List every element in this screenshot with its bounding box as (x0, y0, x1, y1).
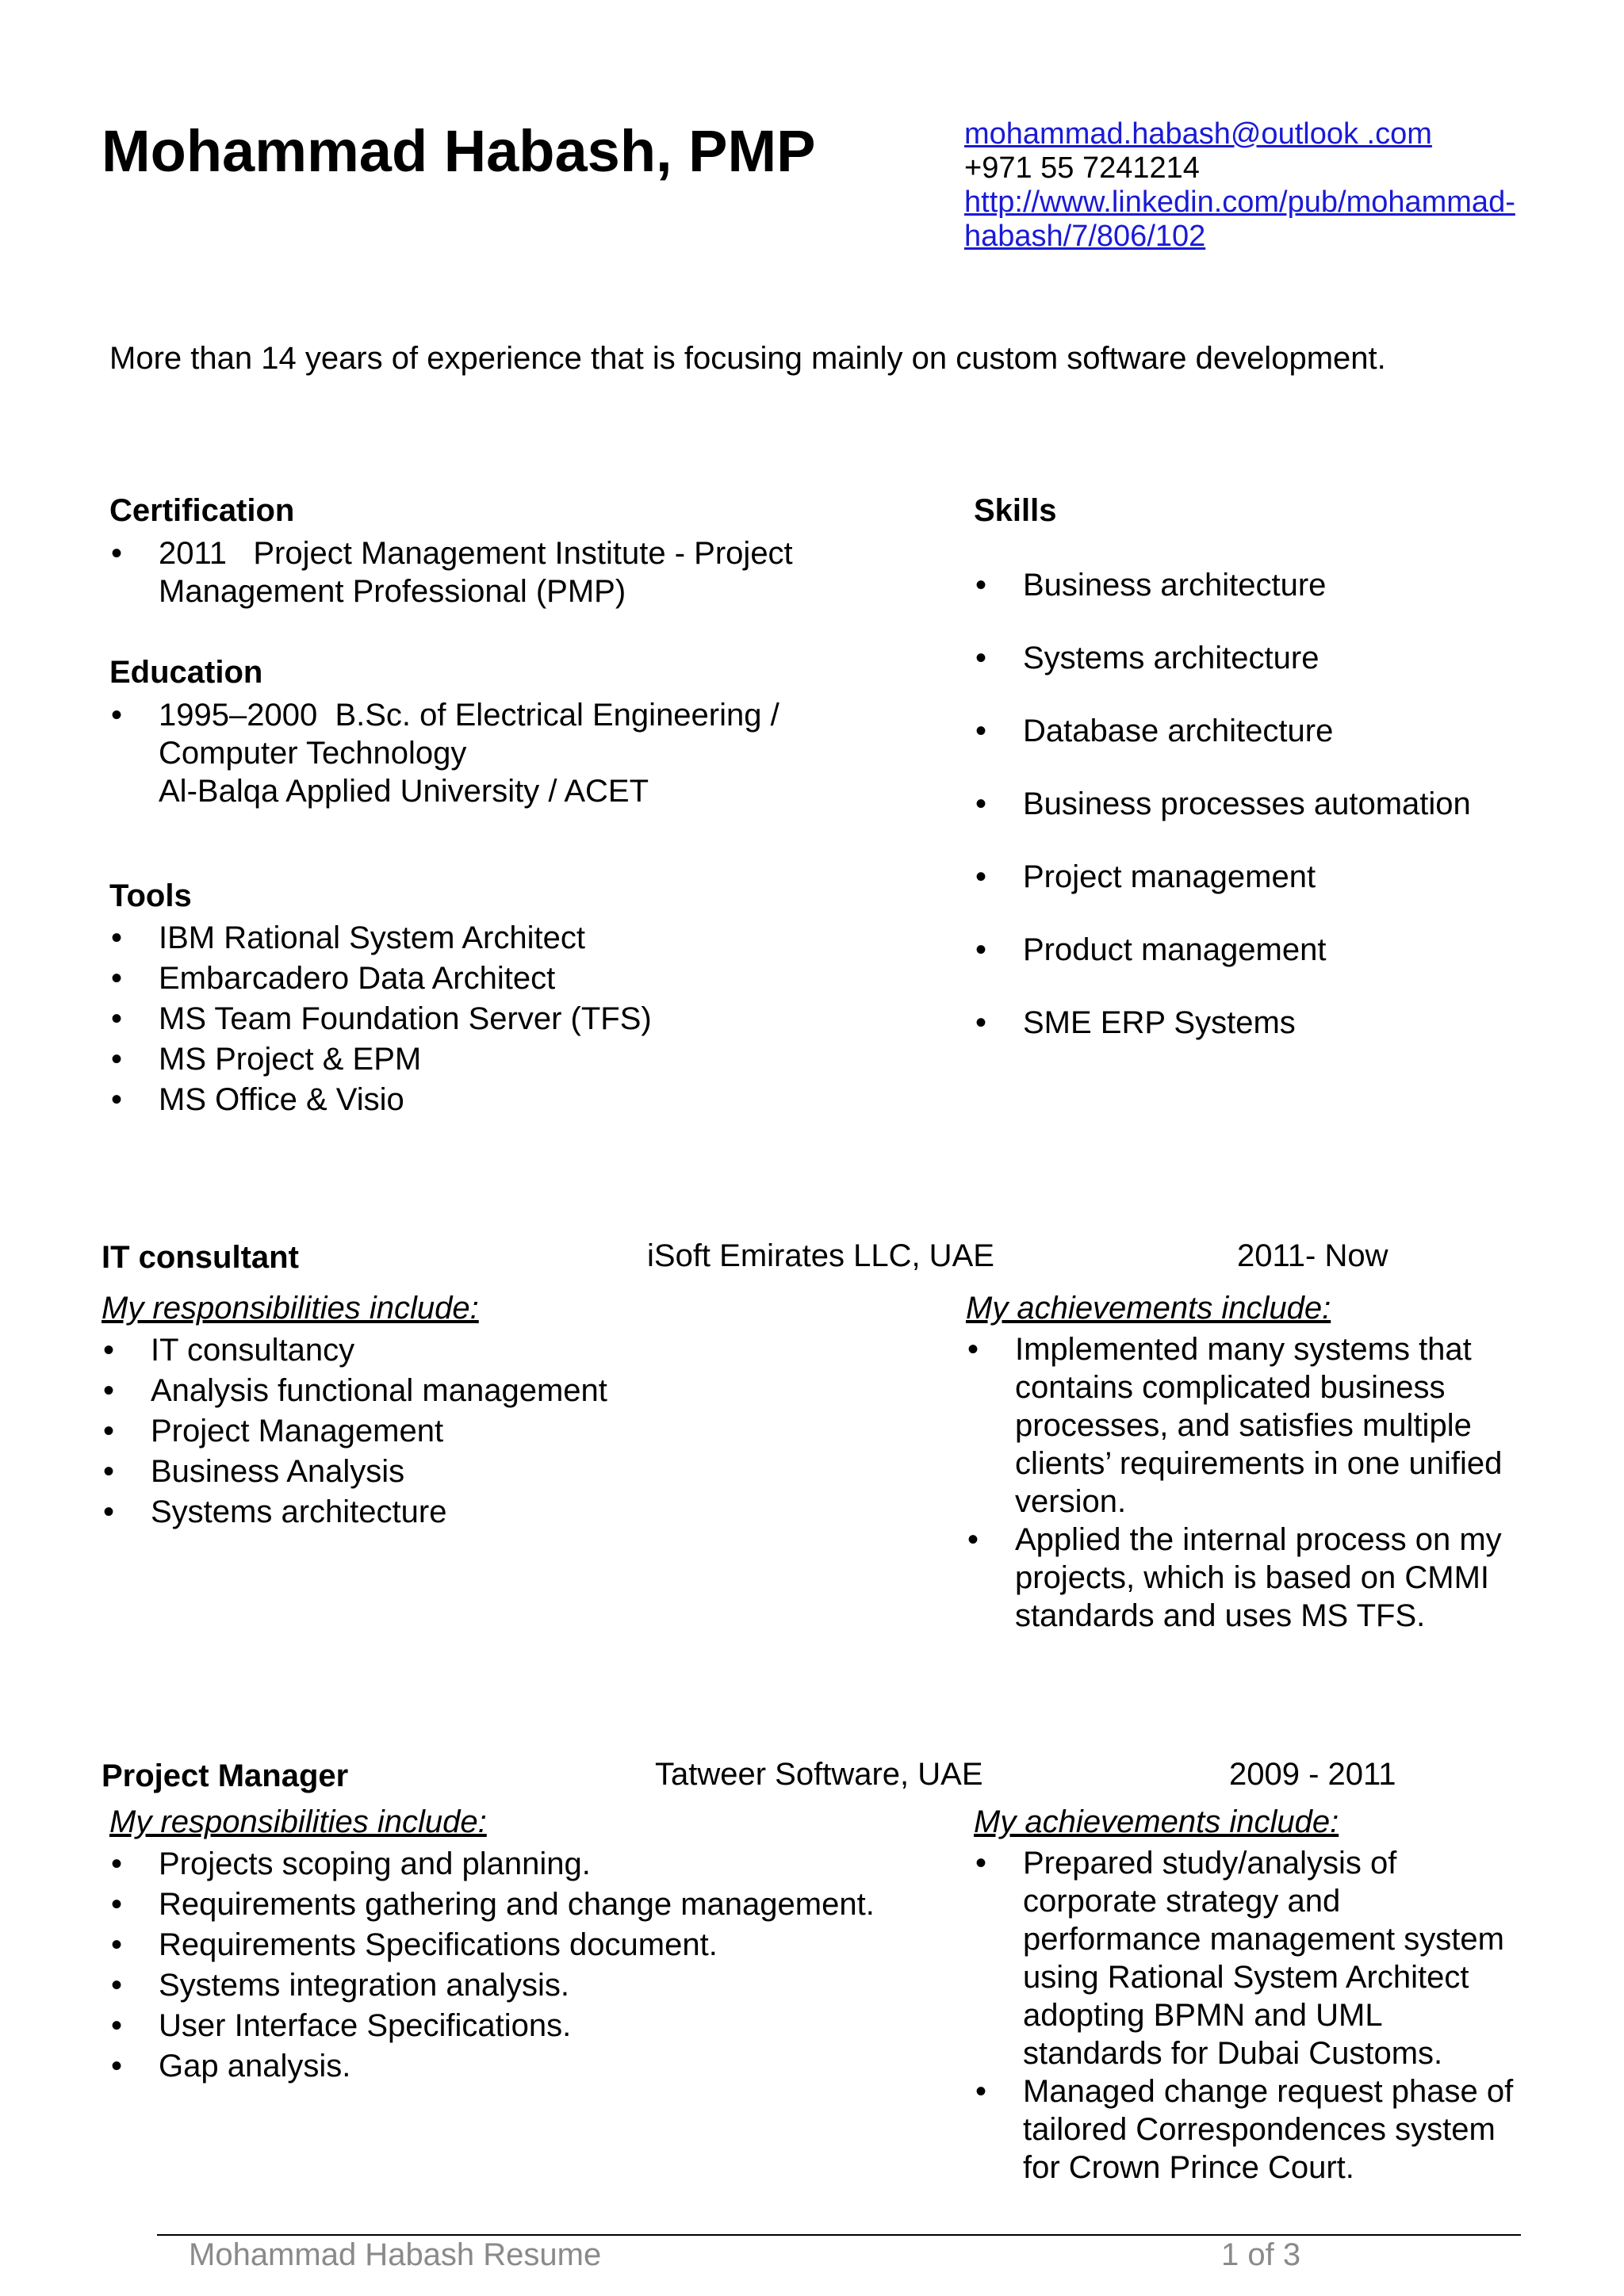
profile-summary: More than 14 years of experience that is focusing mainly on custom software development. (109, 341, 1386, 376)
achievement-line: adopting BPMN and UML (1023, 1998, 1383, 2033)
education-list (109, 696, 902, 810)
job-period: 2009 - 2011 (1229, 1757, 1396, 1792)
tools-heading: Tools (109, 878, 192, 913)
achievement-line: performance management system (1023, 1922, 1504, 1957)
certification-list (109, 534, 902, 610)
responsibilities-list (102, 1330, 894, 1533)
list-item (974, 1844, 1592, 2072)
responsibilities-list (109, 1844, 966, 2087)
achievement-line: Managed change request phase of (1023, 2074, 1514, 2109)
certification-heading: Certification (109, 493, 295, 528)
candidate-name: Mohammad Habash, PMP (102, 118, 816, 184)
achievement-line: tailored Correspondences system (1023, 2112, 1496, 2147)
list-item (966, 1521, 1592, 1635)
list-item: • IBM Rational System Architect (109, 918, 902, 959)
footer-divider (157, 2234, 1521, 2236)
list-item: • Business processes automation (974, 785, 1592, 823)
certification-line1: Project Management Institute - Project (253, 536, 793, 571)
skills-heading: Skills (974, 493, 1057, 528)
list-item: • Project Management (102, 1411, 894, 1452)
list-item: • MS Project & EPM (109, 1039, 902, 1080)
list-item: • Analysis functional management (102, 1371, 894, 1411)
job-company: iSoft Emirates LLC, UAE (647, 1238, 994, 1273)
certification-line2: Management Professional (PMP) (159, 574, 626, 609)
email-link[interactable]: mohammad.habash@outlook .com (964, 117, 1432, 151)
achievement-line: projects, which is based on CMMI (1015, 1560, 1490, 1595)
footer-page-number: 1 of 3 (1221, 2237, 1301, 2272)
responsibilities-heading: My responsibilities include: (102, 1291, 479, 1326)
list-item: • Business Analysis (102, 1452, 894, 1492)
list-item: • IT consultancy (102, 1330, 894, 1371)
list-item: • Requirements gathering and change management. (109, 1885, 966, 1925)
achievement-line: for Crown Prince Court. (1023, 2150, 1354, 2185)
achievement-line: standards and uses MS TFS. (1015, 1598, 1426, 1633)
education-line3: Al-Balqa Applied University / ACET (159, 774, 649, 809)
achievements-heading: My achievements include: (966, 1291, 1331, 1326)
education-heading: Education (109, 655, 263, 690)
list-item: • SME ERP Systems (974, 1004, 1592, 1042)
list-item: • Gap analysis. (109, 2046, 966, 2087)
list-item: • Embarcadero Data Architect (109, 959, 902, 999)
achievements-list (974, 1844, 1592, 2187)
skills-list (974, 566, 1592, 1077)
job-period: 2011- Now (1237, 1238, 1388, 1273)
achievement-line: Prepared study/analysis of (1023, 1846, 1397, 1881)
list-item: • Systems integration analysis. (109, 1965, 966, 2006)
linkedin-link-line2[interactable]: habash/7/806/102 (964, 220, 1206, 253)
list-item: • MS Office & Visio (109, 1080, 902, 1120)
achievement-line: corporate strategy and (1023, 1884, 1341, 1919)
responsibilities-heading: My responsibilities include: (109, 1804, 487, 1839)
list-item: • MS Team Foundation Server (TFS) (109, 999, 902, 1039)
achievement-line: standards for Dubai Customs. (1023, 2036, 1443, 2071)
education-line2: Computer Technology (159, 736, 467, 771)
education-line1: B.Sc. of Electrical Engineering / (335, 698, 779, 733)
achievements-heading: My achievements include: (974, 1804, 1339, 1839)
list-item: • Product management (974, 931, 1592, 969)
phone-number: +971 55 7241214 (964, 151, 1200, 185)
list-item: • Requirements Specifications document. (109, 1925, 966, 1965)
linkedin-link[interactable] (964, 186, 1515, 254)
achievement-line: using Rational System Architect (1023, 1960, 1469, 1995)
job-role: IT consultant (102, 1240, 299, 1275)
list-item (109, 534, 902, 610)
achievements-list (966, 1330, 1592, 1635)
list-item (109, 696, 902, 810)
job-company: Tatweer Software, UAE (655, 1757, 983, 1792)
footer-document-title: Mohammad Habash Resume (189, 2237, 602, 2272)
education-years: 1995–2000 (159, 698, 318, 733)
achievement-line: Implemented many systems that (1015, 1332, 1472, 1367)
achievement-line: Applied the internal process on my (1015, 1522, 1502, 1557)
achievement-line: contains complicated business (1015, 1370, 1446, 1405)
contact-block (964, 117, 1515, 254)
list-item (966, 1330, 1592, 1521)
list-item (974, 2072, 1592, 2187)
tools-list (109, 918, 902, 1120)
list-item: • Project management (974, 858, 1592, 896)
achievement-line: processes, and satisfies multiple (1015, 1408, 1472, 1443)
list-item: • Systems architecture (974, 639, 1592, 677)
list-item: • User Interface Specifications. (109, 2006, 966, 2046)
list-item: • Database architecture (974, 712, 1592, 750)
achievement-line: clients’ requirements in one unified (1015, 1446, 1503, 1481)
list-item: • Projects scoping and planning. (109, 1844, 966, 1885)
list-item: • Business architecture (974, 566, 1592, 604)
achievement-line: version. (1015, 1484, 1127, 1519)
linkedin-link-line1[interactable]: http://www.linkedin.com/pub/mohammad- (964, 186, 1515, 219)
list-item: • Systems architecture (102, 1492, 894, 1533)
certification-year: 2011 (159, 536, 228, 571)
job-role: Project Manager (102, 1758, 349, 1793)
